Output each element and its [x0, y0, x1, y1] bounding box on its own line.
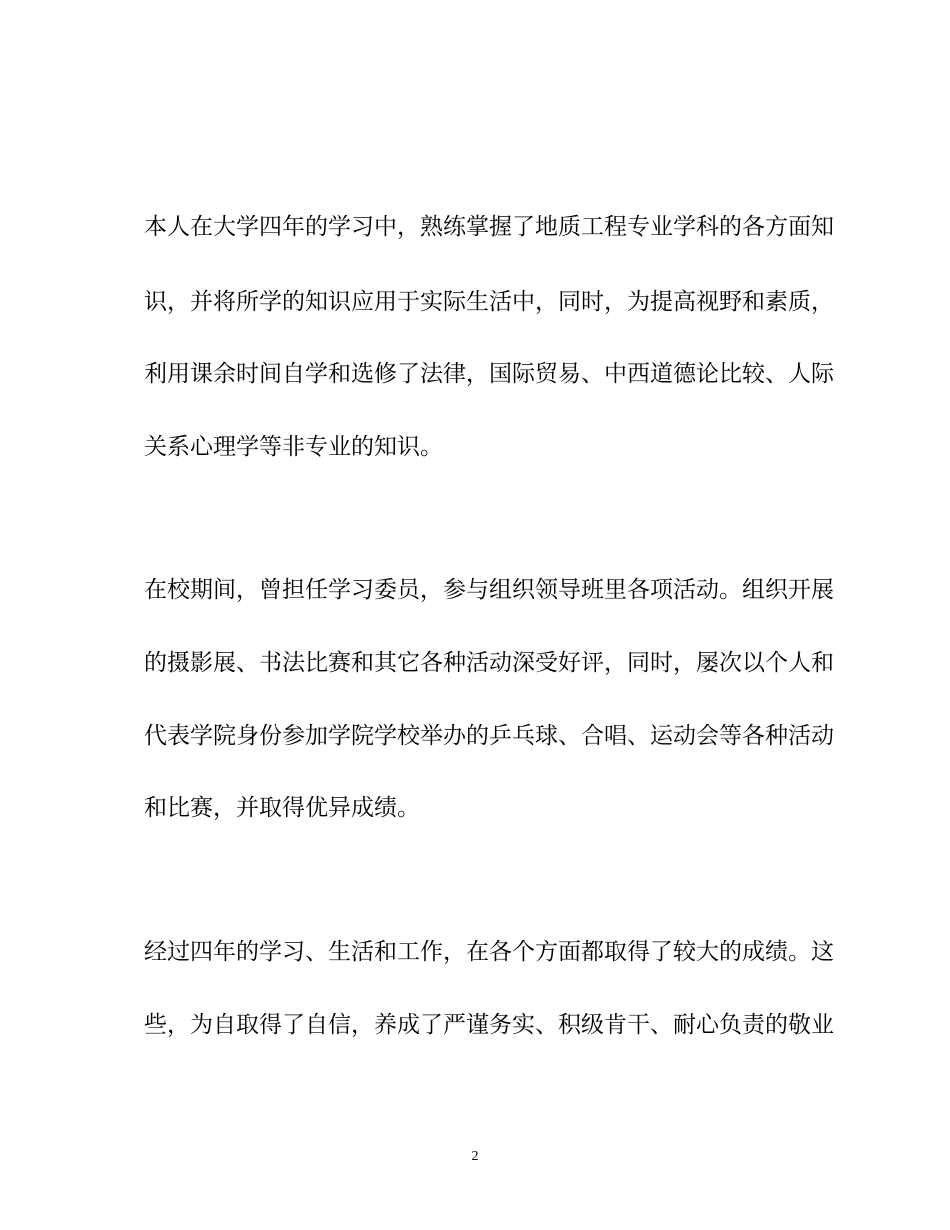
paragraph-line: 些，为自取得了自信，养成了严谨务实、积级肯干、耐心负责的敬业 — [144, 1012, 834, 1038]
paragraph-line: 识，并将所学的知识应用于实际生活中，同时，为提高视野和素质， — [144, 289, 834, 315]
paragraph-line: 和比赛，并取得优异成绩。 — [144, 795, 420, 821]
paragraph-line: 在校期间，曾担任学习委员，参与组织领导班里各项活动。组织开展 — [144, 577, 834, 603]
paragraph-line: 关系心理学等非专业的知识。 — [144, 434, 443, 460]
page-number: 2 — [471, 1149, 479, 1164]
paragraph-line: 代表学院身份参加学院学校举办的乒乓球、合唱、运动会等各种活动 — [144, 723, 834, 749]
paragraph-line: 本人在大学四年的学习中，熟练掌握了地质工程专业学科的各方面知 — [144, 214, 834, 240]
paragraph-line: 经过四年的学习、生活和工作，在各个方面都取得了较大的成绩。这 — [144, 939, 834, 965]
paragraph-line: 的摄影展、书法比赛和其它各种活动深受好评，同时，屡次以个人和 — [144, 650, 834, 676]
paragraph-line: 利用课余时间自学和选修了法律，国际贸易、中西道德论比较、人际 — [144, 361, 834, 387]
